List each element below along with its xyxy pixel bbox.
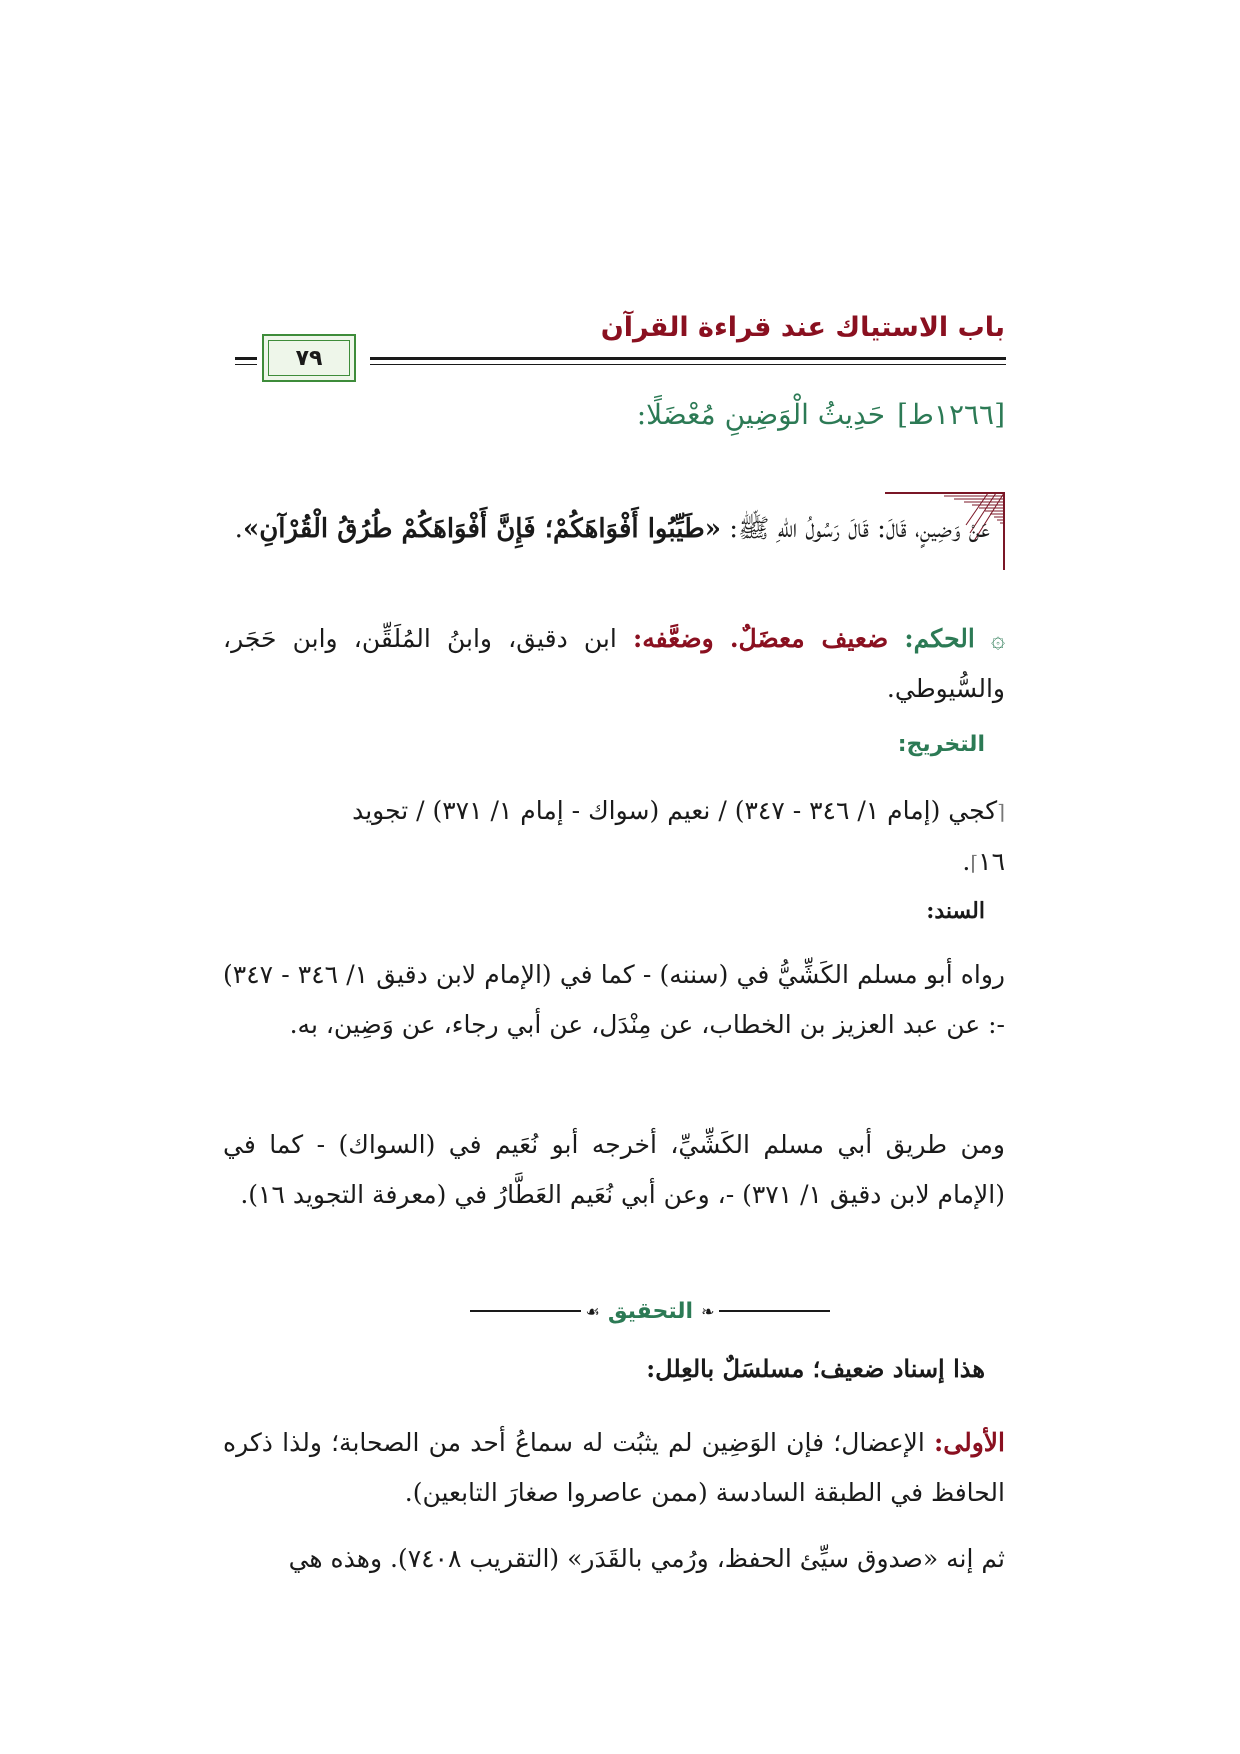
sanad-paragraph-2: ومن طريق أبي مسلم الكَشِّيِّ، أخرجه أبو نُعَيم في (السواك) - كما في (الإمام لابن دقيق ١/ ٣٧١) -، وعن أبي نُعَيم العَطَّارُ في (معرفة التجويد ١٦).	[223, 1130, 1005, 1209]
header-rule-left	[235, 357, 257, 360]
header-rule-left-thin	[235, 364, 257, 365]
bracket-open-icon: ⌈	[997, 800, 1005, 824]
ruling-label: الحكم:	[904, 624, 975, 653]
ornament-icon: ❧	[701, 1301, 715, 1321]
ruling-value: ضعيف معضَلٌ.	[729, 624, 889, 653]
weakened-label: وضعَّفه:	[633, 624, 714, 653]
header-rule-thin	[370, 364, 1006, 365]
divider-line	[719, 1310, 830, 1312]
ruling-paragraph	[223, 614, 1005, 714]
first-label: الأولى:	[934, 1428, 1005, 1457]
takhrij-text-2: ١٦	[978, 847, 1005, 876]
hadith-matn: «طَيِّبُوا أَفْوَاهَكُمْ؛ فَإِنَّ أَفْوَاهَكُمْ طُرُقُ الْقُرْآنِ»	[242, 514, 721, 544]
takhrij-heading: التخريج:	[897, 732, 985, 757]
page-number: ٧٩	[295, 345, 323, 371]
page-number-badge	[262, 334, 356, 382]
running-title: باب الاستياك عند قراءة القرآن	[600, 312, 1005, 343]
hadith-number: [١٢٦٦ط]	[897, 398, 1005, 431]
tahqiq-heading: التحقيق	[607, 1298, 694, 1324]
hadith-title: حَدِيثُ الْوَضِينِ مُعْضَلًا:	[636, 398, 886, 431]
sanad-heading: السند:	[926, 898, 985, 924]
weakened-by: ابن دقيق، وابنُ المُلَقِّن، وابن حَجَر، والسُّيوطي.	[223, 624, 1005, 703]
header-rule	[370, 357, 1006, 360]
takhrij-paragraph: ⌈كجي (إمام ١/ ٣٤٦ - ٣٤٧) / نعيم (سواك - إمام ١/ ٣٧١) / تجويد ١٦⌉.	[223, 786, 1005, 888]
takhrij-text-1: كجي (إمام ١/ ٣٤٦ - ٣٤٧) / نعيم (سواك - إمام ١/ ٣٧١) / تجويد	[352, 796, 998, 825]
hadith-text	[224, 505, 990, 553]
hadith-intro: عَنْ وَضِينٍ، قَالَ: قَالَ رَسُولُ اللهِ ﷺ:	[729, 514, 990, 544]
section-divider	[470, 1296, 830, 1326]
first-defect-paragraph	[223, 1418, 1005, 1518]
ornament-icon: ☙	[585, 1301, 600, 1321]
tahqiq-summary: هذا إسناد ضعيف؛ مسلسَلٌ بالعِلل:	[646, 1354, 985, 1383]
first-text: الإعضال؛ فإن الوَضِين لم يثبُت له سماعُ أحد من الصحابة؛ ولذا ذكره الحافظ في الطبقة السادسة (ممن عاصروا صغارَ التابعين).	[223, 1428, 1005, 1507]
hadith-heading	[637, 398, 1005, 431]
sanad-paragraph-1: رواه أبو مسلم الكَشِّيُّ في (سننه) - كما في (الإمام لابن دقيق ١/ ٣٤٦ - ٣٤٧) -: عن عبد العزيز بن الخطاب، عن مِنْدَل، عن أبي رجاء، عن وَضِين، به.	[223, 960, 1005, 1039]
hadith-end: .	[234, 514, 243, 544]
rosette-icon: ۞	[990, 625, 1005, 653]
bracket-close-icon: ⌉	[970, 851, 979, 875]
continuation-line: ثم إنه «صدوق سيِّئ الحفظ، ورُمي بالقَدَر» (التقريب ٧٤٠٨). وهذه هي	[288, 1544, 1005, 1573]
divider-line	[470, 1310, 581, 1312]
